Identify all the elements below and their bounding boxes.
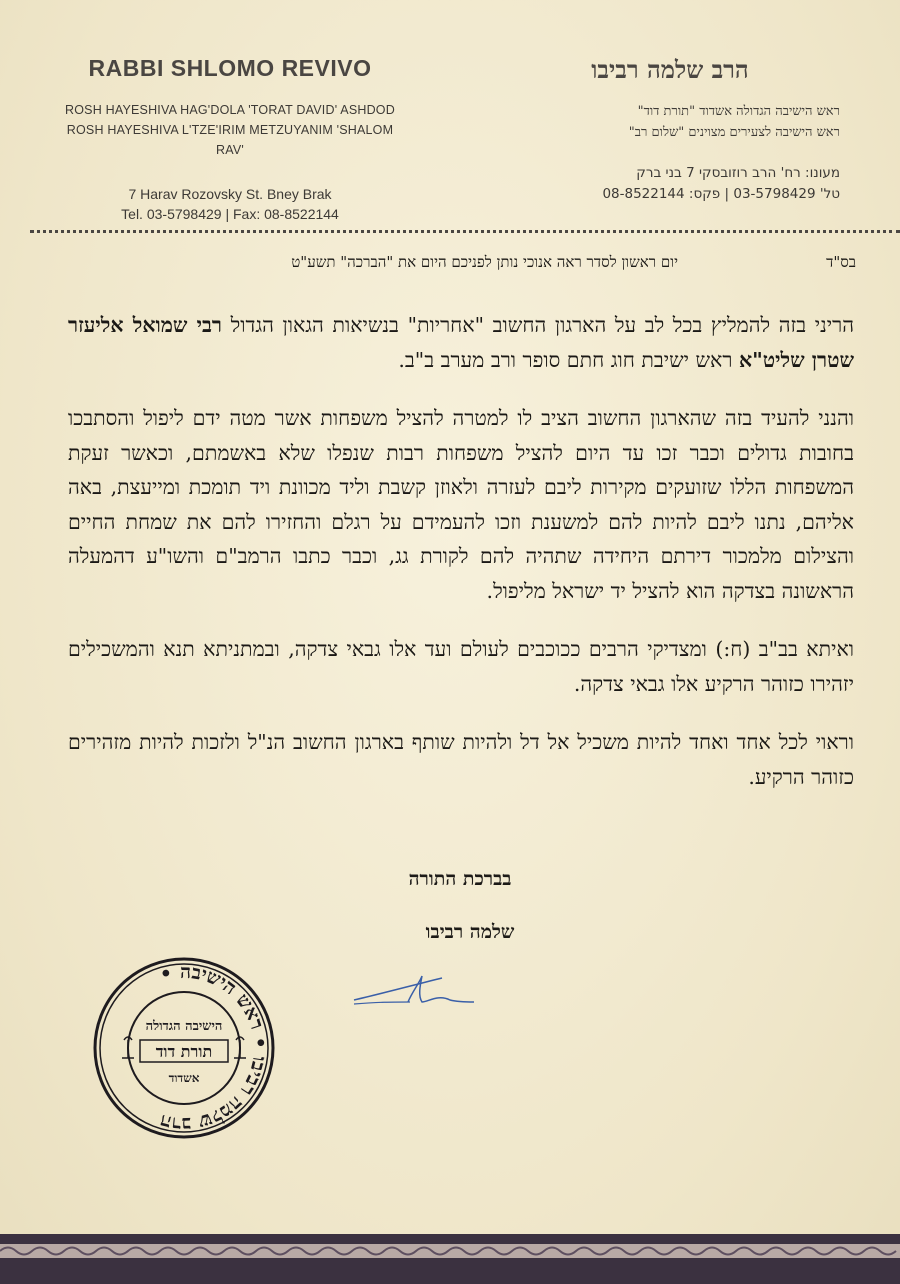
stamp-outer-text: הרב שלמה רביבו • ראש הישיבה • [157,960,272,1136]
english-name: RABBI SHLOMO REVIVO [88,55,372,81]
closing [0,868,900,944]
stamp-inner-middle: תורת דוד [155,1042,213,1061]
stamp-inner-top: הישיבה הגדולה [145,1019,223,1034]
hebrew-title-line-1: ראש הישיבה הגדולה אשדוד "תורת דוד" [637,104,840,119]
hebrew-address: מעונו: רח' הרב רוזובסקי 7 בני ברק [636,165,840,181]
english-title-line-1: ROSH HAYESHIVA HAG'DOLA 'TORAT DAVID' ASHDOD [65,103,395,117]
stamp-inner-bottom: אשדוד [168,1071,200,1085]
hebrew-name: הרב שלמה רביבו [591,55,749,84]
blessing-line: בברכת התורה [408,868,512,890]
english-title-line-2: ROSH HAYESHIVA L'TZE'IRIM METZUYANIM 'SHALOM RAV' [66,123,394,157]
paragraph-1-text: הריני בזה להמליץ בכל לב על הארגון החשוב "אחריות" בנשיאות הגאון הגדול [222,313,855,337]
hebrew-phone: טל' 03-5798429 | פקס: 08-8522144 [602,186,840,202]
letterhead-hebrew [520,55,840,205]
english-phone: Tel. 03-5798429 | Fax: 08-8522144 [121,206,339,222]
letterhead [0,0,900,220]
letter-date: יום ראשון לסדר ראה אנוכי נותן לפניכם היום את "הברכה" תשע"ט [291,253,678,271]
hebrew-title-line-2: ראש הישיבה לצעירים מצוינים "שלום רב" [628,125,840,140]
paragraph-3: ואיתא בב"ב (ח:) ומצדיקי הרבים ככוכבים לעולם ועד אלו גבאי צדקה, ובמתניתא תנא והמשכילים יזהירו כזוהר הרקיע אלו גבאי צדקה. [68,637,854,696]
english-address: 7 Harav Rozovsky St. Bney Brak [128,186,332,202]
footer-ornament-strip [0,1244,900,1258]
paragraph-1-bold-name: רבי שמואל אליעזר שטרן שליט"א [68,313,854,372]
footer-band [0,1234,900,1284]
signer-name: שלמה רביבו [425,921,515,943]
paragraph-1 [68,308,854,377]
paragraph-1-end: ראש ישיבת חוג חתם סופר ורב מערב ב"ב. [398,347,739,372]
paragraph-4: וראוי לכל אחד ואחד להיות משכיל אל דל ולהיות שותף בארגון החשוב הנ"ל ולזכות להיות מזהירים כזוהר הרקיע. [68,730,854,789]
handwritten-signature [350,972,480,1012]
footer-wave-pattern [0,1244,900,1258]
paragraph-2: והנני להעיד בזה שהארגון החשוב הציב לו למטרה להציל משפחות אשר מטה ידם ליפול והסתבכו בחובות גדולים וכבר זכו עד היום להציל משפחות רבות שנפלו שלא באשמתם, וכאשר זעקת המשפחות הללו שזועקים מקירות ליבם לעזרה ולאוזן קשבת וליד מכוונת ויד תומכת ומייעצת, באה אליהם, נתנו ליבם להיות להם למשענת וזכו להעמידם על רגלם והחזירו להם את שמחת החיים והצילום מלמכור דירתם היחידה שתהיה להם לקורת גג, וכבר כתבו הרמב"ם והשו"ע דהמעלה הראשונה בצדקה הוא להציל יד ישראל מליפול. [68,406,854,603]
dotted-divider [30,230,900,233]
letterhead-english [60,55,400,224]
bsd-heading: בס"ד [826,253,856,271]
rabbinical-stamp [92,956,276,1140]
letter-body [68,308,854,818]
